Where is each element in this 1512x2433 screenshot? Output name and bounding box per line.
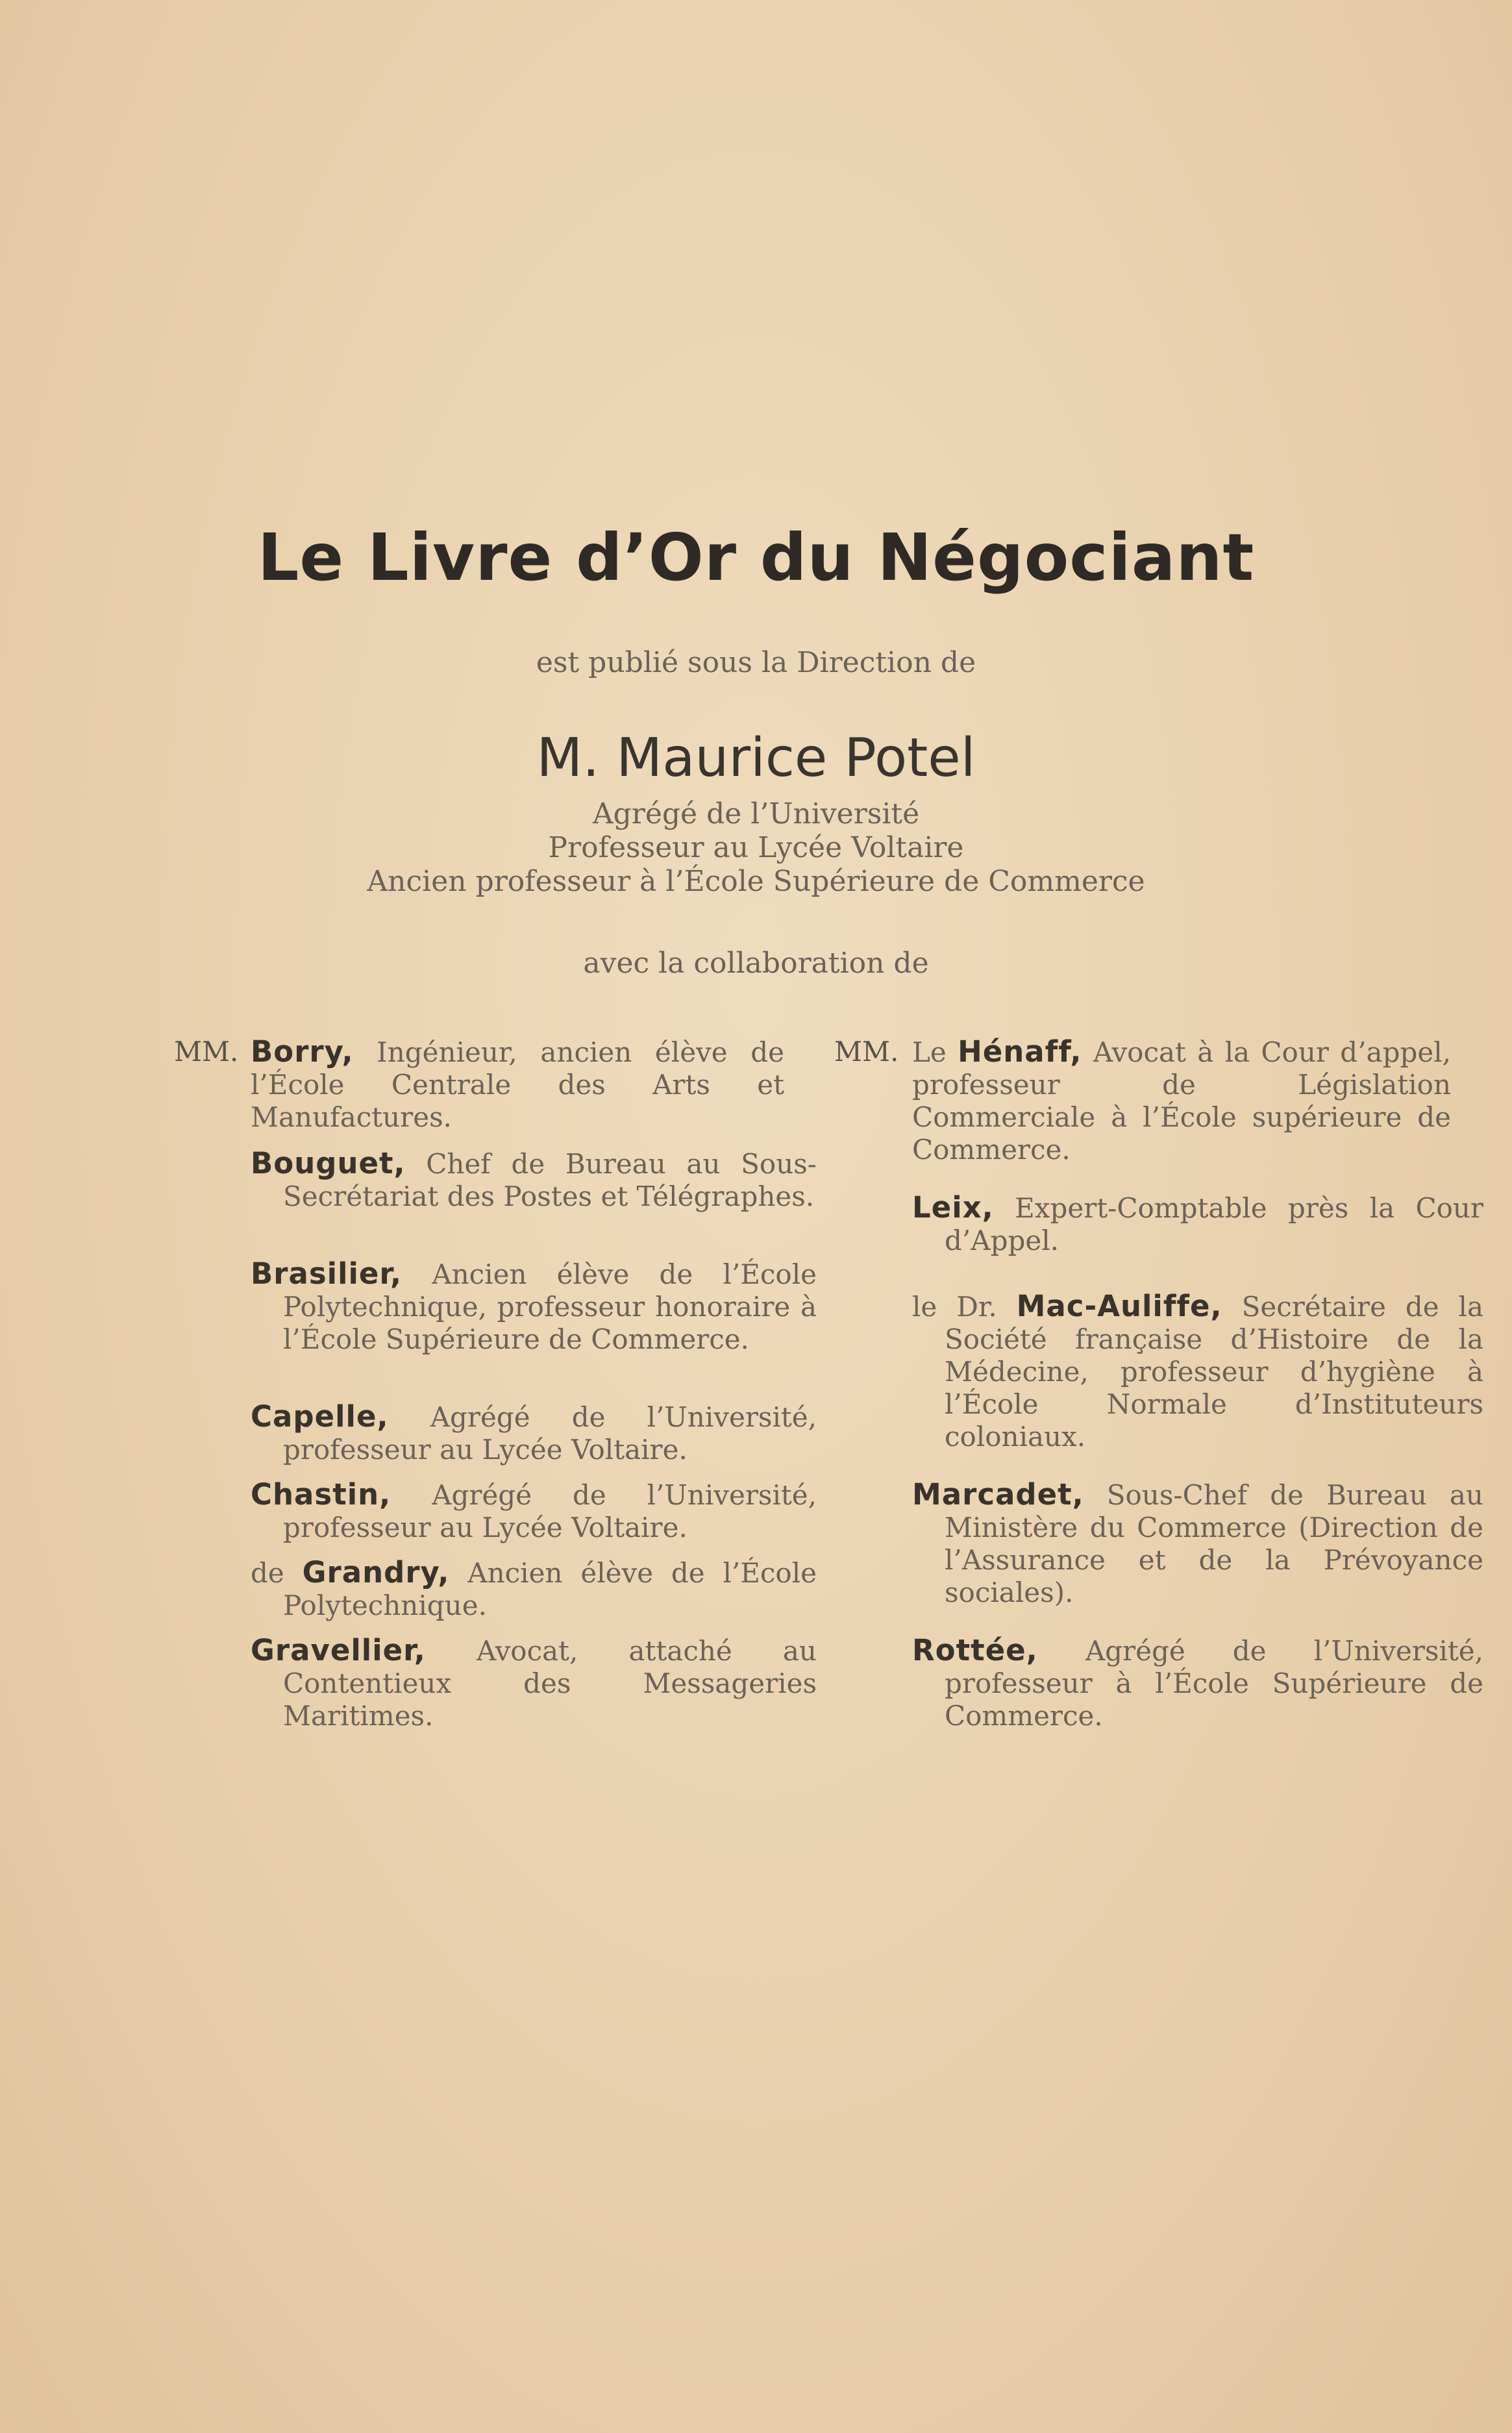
contributor-desc: Ancien élève de l’École Polytechnique. bbox=[283, 1557, 817, 1621]
director-name: M. Maurice Potel bbox=[536, 727, 976, 789]
contributor-name: Brasilier, bbox=[251, 1256, 403, 1291]
director-title-2: Professeur au Lycée Voltaire bbox=[548, 831, 964, 864]
contributor-name: Gravellier, bbox=[251, 1633, 426, 1667]
contributor-name: Chastin, bbox=[251, 1477, 391, 1512]
contributor-entry bbox=[251, 1556, 817, 1622]
director-title-1: Agrégé de l’Université bbox=[592, 797, 920, 830]
contributor-desc: Ingénieur, ancien élève de l’École Centrale des Arts et Manufactures. bbox=[251, 1036, 784, 1133]
contributor-entry bbox=[251, 1036, 784, 1134]
contributor-name: Leix, bbox=[912, 1190, 994, 1225]
contributor-prefix: de bbox=[251, 1557, 284, 1589]
contributor-desc: Sous-Chef de Bureau au Ministère du Commerce (Direction de l’Assurance et de la Prévoyance sociales). bbox=[945, 1479, 1483, 1608]
contributor-prefix: le Dr. bbox=[912, 1291, 997, 1323]
contributor-entry bbox=[251, 1634, 817, 1732]
contributor-desc: Ancien élève de l’École Polytechnique, professeur honoraire à l’École Supérieure de Commerce. bbox=[283, 1258, 817, 1355]
director-title-3: Ancien professeur à l’École Supérieure de Commerce bbox=[367, 865, 1145, 898]
contributor-prefix: Le bbox=[912, 1036, 947, 1068]
contributor-desc: Avocat à la Cour d’appel, professeur de Législation Commerciale à l’École supérieure de Commerce. bbox=[912, 1036, 1451, 1166]
contributor-entry bbox=[912, 1634, 1483, 1732]
contributor-desc: Agrégé de l’Université, professeur à l’École Supérieure de Commerce. bbox=[945, 1635, 1483, 1732]
contributor-entry bbox=[251, 1479, 817, 1544]
contributor-name: Mac-Auliffe, bbox=[1016, 1289, 1222, 1323]
contributor-entry bbox=[251, 1258, 817, 1356]
contributor-name: Capelle, bbox=[251, 1399, 389, 1434]
contributor-desc: Avocat, attaché au Contentieux des Messageries Maritimes. bbox=[283, 1635, 817, 1732]
collaboration-line: avec la collaboration de bbox=[583, 947, 929, 980]
contributor-entry bbox=[251, 1147, 817, 1213]
contributor-desc: Secrétaire de la Société française d’Histoire de la Médecine, professeur d’hygiène à l’École Normale d’Instituteurs coloniaux. bbox=[945, 1291, 1483, 1453]
contributor-entry bbox=[912, 1290, 1483, 1453]
intro-line: est publié sous la Direction de bbox=[536, 646, 976, 679]
contributor-name: Marcadet, bbox=[912, 1477, 1084, 1512]
contributor-name: Hénaff, bbox=[958, 1034, 1082, 1069]
contributor-desc: Agrégé de l’Université, professeur au Lycée Voltaire. bbox=[283, 1479, 817, 1543]
contributor-entry bbox=[912, 1479, 1483, 1609]
contributor-name: Grandry, bbox=[302, 1555, 450, 1590]
contributor-name: Borry, bbox=[251, 1034, 354, 1069]
contributor-name: Bouguet, bbox=[251, 1146, 406, 1180]
contributor-entry bbox=[251, 1401, 817, 1466]
contributor-entry bbox=[912, 1192, 1483, 1257]
contributor-name: Rottée, bbox=[912, 1633, 1038, 1667]
left-prefix: MM. bbox=[174, 1036, 239, 1067]
contributor-entry bbox=[912, 1036, 1451, 1166]
right-prefix: MM. bbox=[834, 1036, 899, 1067]
page-title: Le Livre d’Or du Négociant bbox=[257, 519, 1255, 595]
contributor-desc: Expert-Comptable près la Cour d’Appel. bbox=[945, 1192, 1484, 1256]
contributor-desc: Chef de Bureau au Sous-Secrétariat des Postes et Télégraphes. bbox=[283, 1148, 817, 1212]
contributor-desc: Agrégé de l’Université, professeur au Lycée Voltaire. bbox=[283, 1401, 817, 1466]
